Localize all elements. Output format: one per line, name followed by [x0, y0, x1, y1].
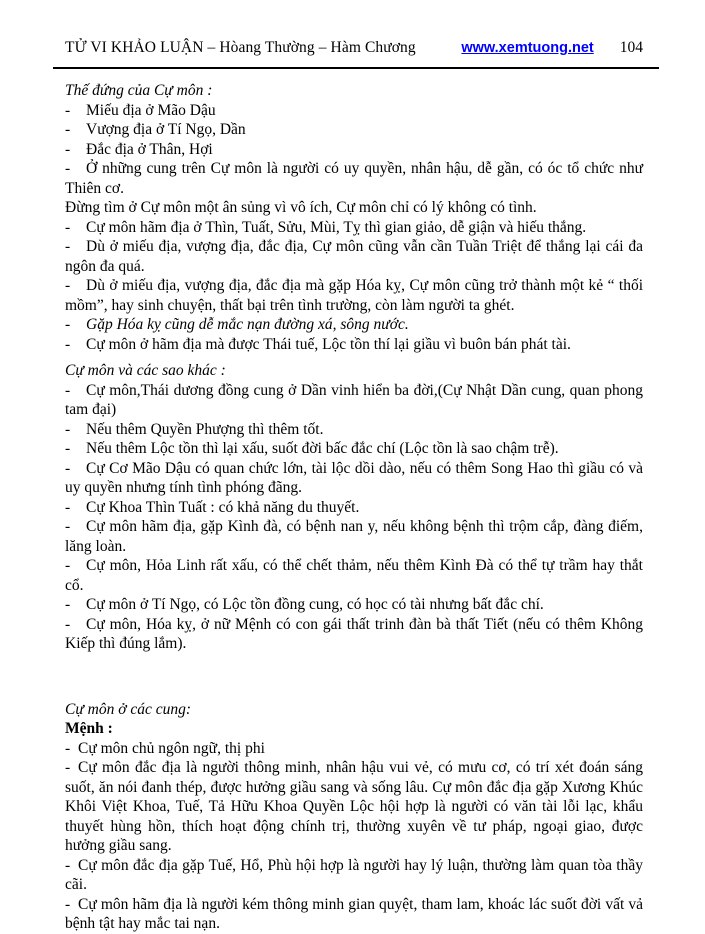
paragraph [65, 276, 643, 315]
bullet-dash: - [65, 856, 71, 874]
paragraph-text: Cự môn hãm địa ở Thìn, Tuất, Sửu, Mùi, Tỵ thì gian giảo, dễ giận và hiếu thắng. [86, 218, 587, 236]
paragraph [65, 159, 643, 198]
paragraph [65, 218, 643, 238]
paragraph [65, 439, 643, 459]
bullet-dash: - [65, 381, 71, 399]
bullet-dash: - [65, 218, 71, 236]
paragraph [65, 595, 643, 615]
paragraph-text: Vượng địa ở Tí Ngọ, Dần [86, 121, 246, 138]
website-link[interactable]: www.xemtuong.net [461, 40, 594, 56]
document-title: TỬ VI KHẢO LUẬN – Hòang Thường – Hàm Chương [65, 39, 416, 56]
paragraph-text: Cự môn, Hỏa Linh rất xấu, có thể chết thảm, nếu thêm Kình Đà có thể tự trầm hay thắt cổ. [65, 557, 643, 594]
paragraph-text: Ở những cung trên Cự môn là người có uy quyền, nhân hậu, dễ gần, có óc tổ chức như Thiên cơ. [65, 160, 643, 197]
paragraph [65, 498, 643, 518]
paragraph [65, 120, 643, 140]
bullet-dash: - [65, 121, 71, 138]
paragraph [65, 140, 643, 160]
bullet-dash: - [65, 739, 71, 757]
section-heading: Cự môn ở các cung: [65, 700, 192, 718]
bullet-dash: - [65, 615, 71, 633]
bullet-dash: - [65, 596, 71, 613]
paragraph [65, 381, 643, 420]
section-heading: Thế đứng của Cự môn : [65, 82, 213, 99]
bullet-dash: - [65, 238, 71, 255]
bullet-dash: - [65, 440, 71, 457]
paragraph [65, 556, 643, 595]
paragraph [65, 758, 643, 856]
bullet-dash: - [65, 420, 71, 438]
paragraph-text: Cự môn hãm địa, gặp Kình đà, có bệnh nan y, nếu không bệnh thì trộm cắp, đàng điếm, lăng loàn. [65, 518, 643, 555]
paragraph [65, 517, 643, 556]
paragraph-text: Cự môn hãm địa là người kém thông minh gian quyệt, tham lam, khoác lác suốt đời vất vả bệnh tật hay mắc tai nạn. [65, 895, 643, 932]
paragraph-text: Dù ở miếu địa, vượng địa, đắc địa, Cự môn cũng vẫn cần Tuần Triệt để thắng lại cái đa ngôn đa quá. [65, 238, 643, 275]
paragraph [65, 739, 643, 759]
paragraph [65, 237, 643, 276]
page-header [65, 38, 643, 58]
paragraph-text: Cự môn,Thái dương đồng cung ở Dần vinh hiển ba đời,(Cự Nhật Dần cung, quan phong tam đại) [65, 381, 643, 418]
paragraph [65, 459, 643, 498]
paragraph [65, 198, 643, 218]
bullet-dash: - [65, 277, 71, 294]
bullet-dash: - [65, 459, 71, 477]
paragraph-text: Đừng tìm ở Cự môn một ân sủng vì vô ích, Cự môn chỉ có lý không có tình. [65, 199, 537, 216]
bullet-dash: - [65, 160, 71, 177]
bullet-dash: - [65, 101, 71, 119]
paragraph-text: Nếu thêm Quyền Phượng thì thêm tốt. [86, 420, 324, 438]
section-heading: Cự môn và các sao khác : [65, 362, 226, 379]
paragraph-text: Cự môn ở hãm địa mà được Thái tuế, Lộc tồn thí lại giầu vì buôn bán phát tài. [86, 335, 571, 353]
bullet-dash: - [65, 498, 71, 516]
bullet-dash: - [65, 140, 71, 158]
paragraph [65, 420, 643, 440]
paragraph-text: Dù ở miếu địa, vượng địa, đắc địa mà gặp Hóa kỵ, Cự môn cũng trở thành một kẻ “ thối mồm”, hay sinh chuyện, thất bại trên tình trường, còn làm người ta ghét. [65, 277, 643, 314]
paragraph [65, 315, 643, 335]
bullet-dash: - [65, 316, 71, 333]
paragraph-text: Cự môn ở Tí Ngọ, có Lộc tồn đồng cung, có học có tài nhưng bất đắc chí. [86, 596, 544, 613]
bullet-dash: - [65, 759, 71, 776]
bullet-dash: - [65, 518, 71, 535]
header-divider [53, 67, 659, 69]
bullet-dash: - [65, 335, 71, 353]
document-body [65, 81, 643, 934]
paragraph-text: Cự môn đắc địa gặp Tuế, Hổ, Phù hội hợp là người hay lý luận, thường làm quan tòa thầy cãi. [65, 856, 643, 893]
paragraph-text: Cự môn, Hóa kỵ, ở nữ Mệnh có con gái thất trinh đàn bà thất Tiết (nếu có thêm Không Kiếp thì đúng lắm). [65, 615, 643, 652]
paragraph [65, 615, 643, 654]
section-heading: Mệnh : [65, 720, 113, 737]
paragraph-text: Cự môn đắc địa là người thông minh, nhân hậu vui vẻ, có mưu cơ, có trí xét đoán sáng suốt, ăn nói đanh thép, được hưởng giầu sang và sống lâu. Cự môn đắc địa gặp Xương Khúc Khôi Việt Khoa, Tuế, Tả Hữu Khoa Quyền Lộc hội hợp là người có văn tài lỗi lạc, khẩu thuyết hùng hồn, thích hoạt động chính trị, thường xuyên về tư pháp, ngoại giao, được hưởng giầu sang. [65, 759, 643, 854]
bullet-dash: - [65, 557, 71, 574]
paragraph [65, 335, 643, 355]
page-number: 104 [619, 39, 643, 56]
paragraph-text: Cự Cơ Mão Dậu có quan chức lớn, tài lộc dồi dào, nếu có thêm Song Hao thì giầu có và uy quyền nhưng tính tình phóng đãng. [65, 459, 643, 496]
paragraph [65, 101, 643, 121]
paragraph-text: Cự Khoa Thìn Tuất : có khả năng du thuyết. [86, 498, 360, 516]
paragraph-text: Cự môn chủ ngôn ngữ, thị phi [78, 739, 265, 757]
paragraph-text: Nếu thêm Lộc tồn thì lại xấu, suốt đời bấc đắc chí (Lộc tồn là sao chậm trễ). [86, 440, 559, 457]
paragraph-text: Đắc địa ở Thân, Hợi [86, 140, 213, 158]
bullet-dash: - [65, 895, 71, 913]
paragraph-text: Miếu địa ở Mão Dậu [86, 101, 216, 119]
paragraph-text: Gặp Hóa kỵ cũng dễ mắc nạn đường xá, sông nước. [86, 316, 409, 333]
paragraph [65, 895, 643, 934]
paragraph [65, 856, 643, 895]
